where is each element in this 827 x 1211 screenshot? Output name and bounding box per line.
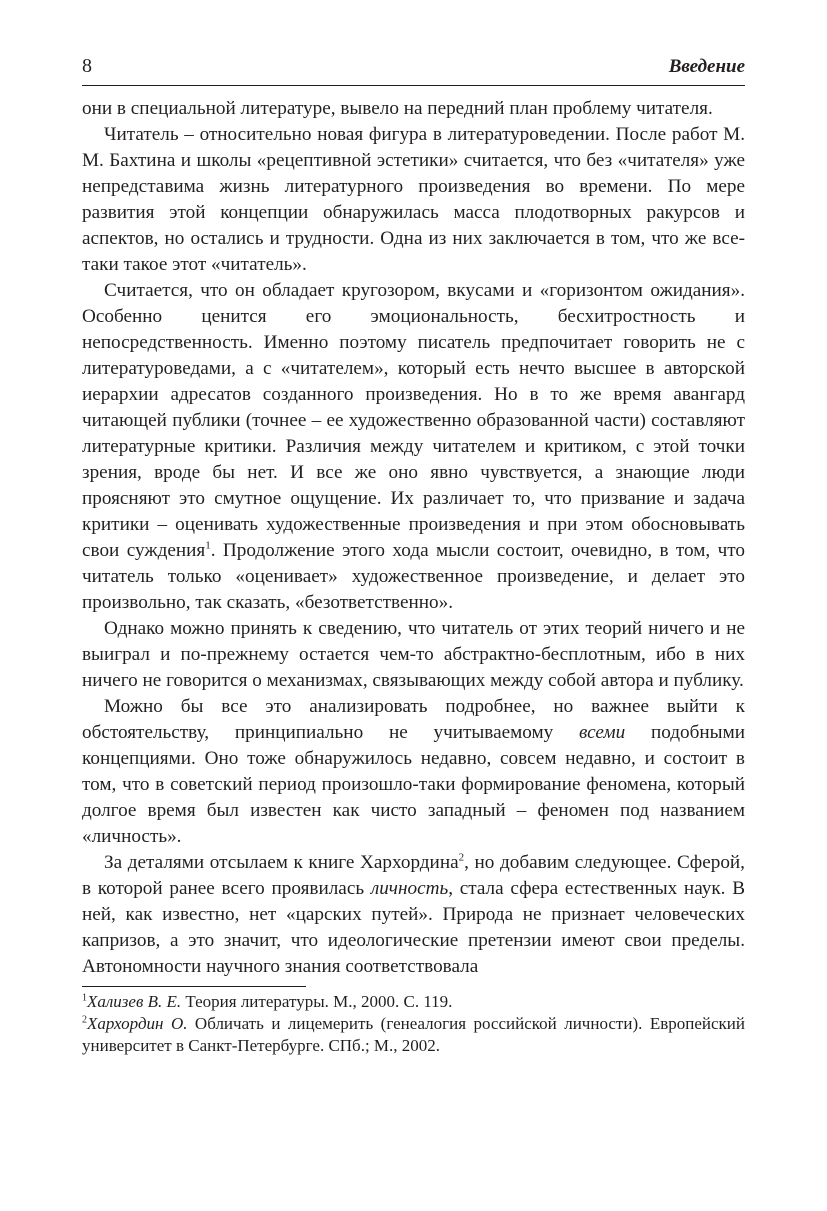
text-run: , но добавим следующее. Сферой, в которой ранее всего проявилась <box>82 852 745 899</box>
paragraph <box>82 122 745 278</box>
footnote <box>82 1013 745 1057</box>
paragraph <box>82 850 745 980</box>
footnote-divider <box>82 986 306 987</box>
text-run: они в специальной литературе, вывело на передний план проблему читателя. <box>82 98 713 119</box>
text-run: подобными концепциями. Оно тоже обнаружилось недавно, совсем недавно, и состоит в том, что в советский период произошло-таки формирование феномена, который долгое время был известен как чисто западный – феномен под названием «личность». <box>82 722 745 847</box>
footnote-text: Теория литературы. М., 2000. С. 119. <box>181 992 453 1011</box>
footnote-mark: 1 <box>82 992 87 1004</box>
main-text <box>82 96 745 980</box>
paragraph <box>82 616 745 694</box>
text-run: . Продолжение этого хода мысли состоит, очевидно, в том, что читатель только «оценивает» художественное произведение, и делает это произвольно, так сказать, «безответственно». <box>82 540 745 613</box>
text-run: Можно бы все это анализировать подробнее, но важнее выйти к обстоятельству, принципиально не учитываемому <box>82 696 745 743</box>
footnote-author: Хархордин О. <box>87 1014 188 1033</box>
text-run: Считается, что он обладает кругозором, вкусами и «горизонтом ожидания». Особенно ценится его эмоциональность, бесхитростность и непосредственность. Именно поэтому писатель предпочитает говорить не с литературоведами, а с «читателем», который есть нечто высшее в авторской иерархии адресатов созданного произведения. Но в то же время авангард читающей публики (точнее – ее художественно образованной части) составляют литературные критики. Различия между читателем и критиком, с этой точки зрения, вроде бы нет. И все же оно явно чувствуется, а знающие люди проясняют это смутное ощущение. Их различает то, что призвание и задача критики – оценивать художественные произведения и при этом обосновывать свои суждения <box>82 280 745 561</box>
paragraph <box>82 278 745 616</box>
text-run: Читатель – относительно новая фигура в литературоведении. После работ М. М. Бахтина и школы «рецептивной эстетики» считается, что без «читателя» уже непредставима жизнь литературного произведения во времени. По мере развития этой концепции обнаружилась масса плодотворных ракурсов и аспектов, но остались и трудности. Одна из них заключается в том, что же все-таки такое этот «читатель». <box>82 124 745 275</box>
emphasis-text: личность <box>370 878 449 899</box>
footnote-author: Хализев В. Е. <box>87 992 182 1011</box>
text-run: За деталями отсылаем к книге Хархордина <box>104 852 459 873</box>
text-run: Однако можно принять к сведению, что читатель от этих теорий ничего и не выиграл и по-прежнему остается чем-то абстрактно-бесплотным, ибо в них ничего не говорится о механизмах, связывающих между собой автора и публику. <box>82 618 745 691</box>
running-header <box>82 55 745 86</box>
footnote-reference[interactable]: 1 <box>205 539 211 552</box>
page-number: 8 <box>82 55 92 77</box>
footnote-mark: 2 <box>82 1014 87 1026</box>
footnotes <box>82 991 745 1057</box>
footnote <box>82 991 745 1013</box>
emphasis-text: всеми <box>579 722 626 743</box>
section-title: Введение <box>668 56 745 77</box>
footnote-reference[interactable]: 2 <box>458 851 465 864</box>
paragraph <box>82 96 745 122</box>
page <box>82 55 745 1057</box>
paragraph <box>82 694 745 850</box>
text-run: , стала сфера естественных наук. В ней, как известно, нет «царских путей». Природа не признает человеческих капризов, а это значит, что идеологические претензии имеют свои пределы. Автономности научного знания соответствовала <box>82 878 745 977</box>
footnote-text: Обличать и лицемерить (генеалогия российской личности). Европейский университет в Санкт-Петербурге. СПб.; М., 2002. <box>82 1014 745 1055</box>
